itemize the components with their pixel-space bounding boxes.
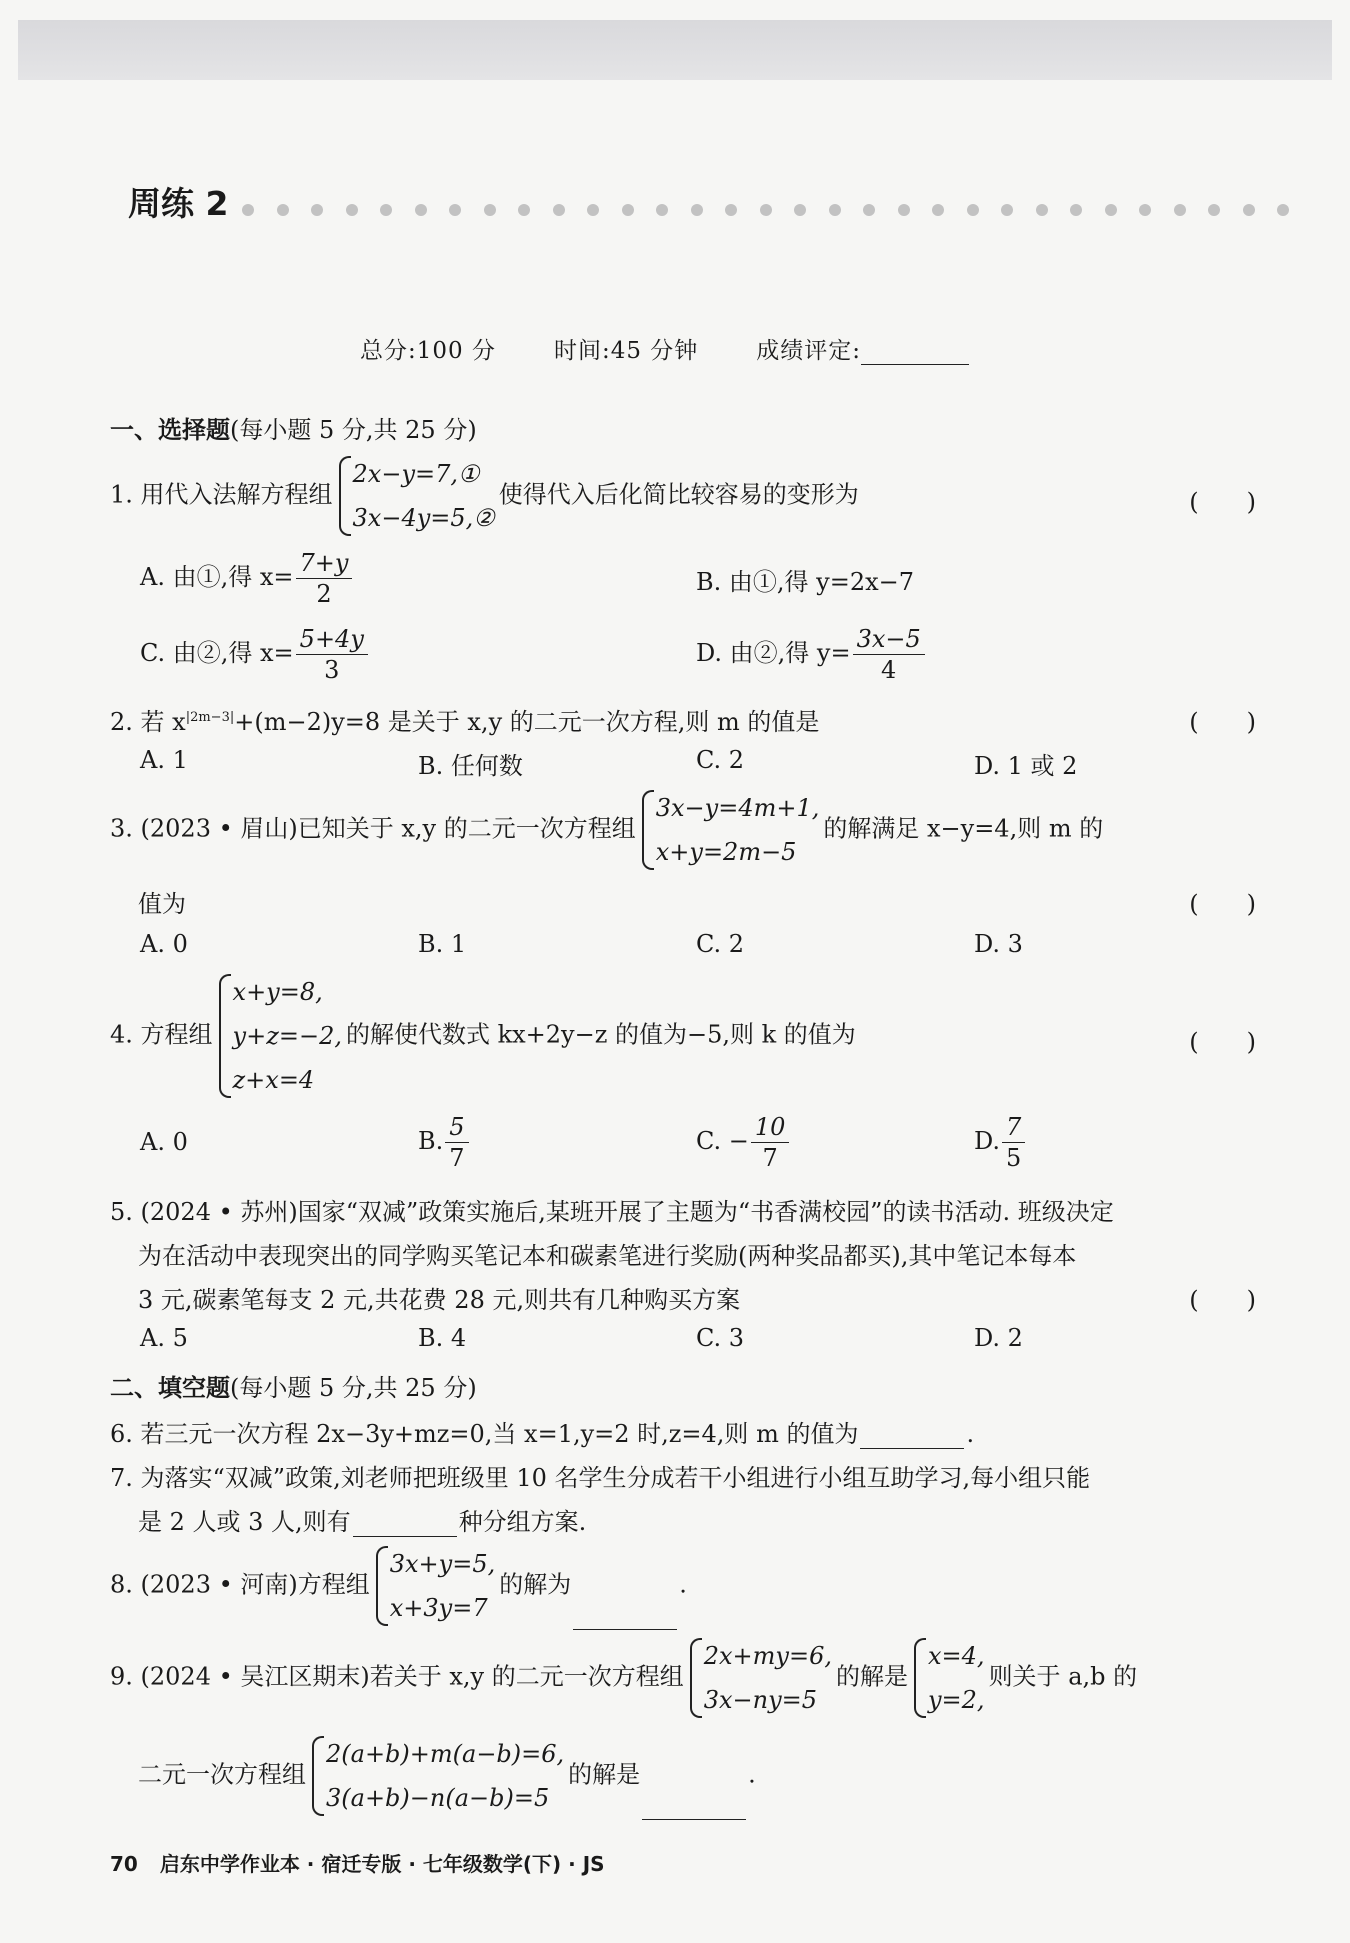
page-title: 周练 2: [128, 184, 229, 223]
decor-dot: [656, 204, 668, 216]
decor-dot: [967, 204, 979, 216]
footer-text: 启东中学作业本 · 宿迁专版 · 七年级数学(下) · JS: [159, 1852, 605, 1876]
question-9-cont: 二元一次方程组 2(a+b)+m(a−b)=6, 3(a+b)−n(a−b)=5 的解是 .: [138, 1732, 756, 1820]
q1-option-a: A. 由①,得 x= $\frac{7+y}{2}$: [140, 548, 354, 609]
section-fill: 二、填空题(每小题 5 分,共 25 分): [110, 1374, 477, 1402]
question-7-line2: 是 2 人或 3 人,则有 种分组方案.: [138, 1508, 587, 1536]
q2-option-d: D. 1 或 2: [974, 752, 1078, 780]
decor-dot: [1139, 204, 1151, 216]
answer-paren-2[interactable]: ( ): [1189, 708, 1256, 736]
q2-option-b: B. 任何数: [418, 752, 523, 780]
equation-system: 2x−y=7,① 3x−4y=5,②: [337, 452, 495, 540]
answer-paren-4[interactable]: ( ): [1189, 1028, 1256, 1056]
q1-option-d: D. 由②,得 y= $\frac{3x-5}{4}$: [696, 624, 927, 685]
section-choice: 一、选择题(每小题 5 分,共 25 分): [110, 416, 477, 444]
decor-dot: [1174, 204, 1186, 216]
decor-dot: [1243, 204, 1255, 216]
question-8: 8. (2023 • 河南)方程组 3x+y=5, x+3y=7 的解为 .: [110, 1542, 687, 1630]
time-limit: 时间:45 分钟: [553, 338, 699, 364]
decor-dot: [415, 204, 427, 216]
answer-paren-3[interactable]: ( ): [1189, 890, 1256, 918]
equation-system: 3x−y=4m+1, x+y=2m−5: [640, 786, 820, 874]
question-3: 3. (2023 • 眉山)已知关于 x,y 的二元一次方程组 3x−y=4m+1, x+y=2m−5 的解满足 x−y=4,则 m 的: [110, 786, 1103, 874]
answer-blank-6[interactable]: [860, 1424, 964, 1449]
decor-dot: [794, 204, 806, 216]
q3-option-c: C. 2: [696, 930, 745, 958]
q5-option-c: C. 3: [696, 1324, 745, 1352]
decor-dot: [380, 204, 392, 216]
grade-blank[interactable]: [861, 338, 969, 365]
q4-option-b: B. $\frac{5}{7}$: [418, 1112, 471, 1173]
decor-dot: [863, 204, 875, 216]
q3-option-d: D. 3: [974, 930, 1023, 958]
total-score: 总分:100 分: [360, 338, 496, 364]
question-7-line1: 7. 为落实“双减”政策,刘老师把班级里 10 名学生分成若干小组进行小组互助学习,每小组只能: [110, 1464, 1091, 1492]
decor-dot: [518, 204, 530, 216]
equation-system: 2(a+b)+m(a−b)=6, 3(a+b)−n(a−b)=5: [310, 1732, 564, 1820]
q4-option-c: C. − $\frac{10}{7}$: [696, 1112, 791, 1173]
answer-paren-5[interactable]: ( ): [1189, 1286, 1256, 1314]
answer-blank-7[interactable]: [353, 1512, 457, 1537]
decor-dot: [449, 204, 461, 216]
equation-system: 2x+my=6, 3x−ny=5: [688, 1634, 832, 1722]
q1-option-b: B. 由①,得 y=2x−7: [696, 568, 915, 596]
equation-system: 3x+y=5, x+3y=7: [374, 1542, 495, 1630]
top-band: [18, 20, 1332, 80]
decor-dot: [760, 204, 772, 216]
page-number: 70: [110, 1852, 138, 1876]
decor-dot: [725, 204, 737, 216]
decor-dot: [311, 204, 323, 216]
decor-dot: [691, 204, 703, 216]
decor-dot: [932, 204, 944, 216]
q2-option-c: C. 2: [696, 746, 745, 774]
decor-dot: [242, 204, 254, 216]
score-info: [360, 332, 969, 365]
decor-dot: [1208, 204, 1220, 216]
decor-dot: [1105, 204, 1117, 216]
answer-blank-9[interactable]: [642, 1795, 746, 1820]
question-5-line1: 5. (2024 • 苏州)国家“双减”政策实施后,某班开展了主题为“书香满校园”的读书活动. 班级决定: [110, 1198, 1114, 1226]
question-5-line2: 为在活动中表现突出的同学购买笔记本和碳素笔进行奖励(两种奖品都买),其中笔记本每本: [138, 1242, 1077, 1270]
decor-dot: [587, 204, 599, 216]
q5-option-b: B. 4: [418, 1324, 467, 1352]
decor-dot: [484, 204, 496, 216]
q3-option-b: B. 1: [418, 930, 467, 958]
q5-option-a: A. 5: [140, 1324, 188, 1352]
decor-dot: [277, 204, 289, 216]
q1-option-c: C. 由②,得 x= $\frac{5+4y}{3}$: [140, 624, 370, 685]
q4-option-a: A. 0: [140, 1128, 188, 1156]
decor-dot: [1070, 204, 1082, 216]
question-3-cont: 值为: [138, 890, 186, 918]
decor-dot: [346, 204, 358, 216]
grade-field: 成绩评定:: [756, 332, 969, 365]
decor-dot: [1036, 204, 1048, 216]
question-4: 4. 方程组 x+y=8, y+z=−2, z+x=4 的解使代数式 kx+2y−z 的值为−5,则 k 的值为: [110, 970, 856, 1102]
decor-dot: [1001, 204, 1013, 216]
q2-option-a: A. 1: [140, 746, 188, 774]
decor-dot: [553, 204, 565, 216]
question-6: 6. 若三元一次方程 2x−3y+mz=0,当 x=1,y=2 时,z=4,则 m 的值为 .: [110, 1420, 975, 1448]
solution-system: x=4, y=2,: [912, 1634, 985, 1722]
equation-system: x+y=8, y+z=−2, z+x=4: [217, 970, 342, 1102]
decor-dot: [898, 204, 910, 216]
question-5-line3: 3 元,碳素笔每支 2 元,共花费 28 元,则共有几种购买方案: [138, 1286, 741, 1314]
answer-paren-1[interactable]: ( ): [1189, 488, 1256, 516]
q4-option-d: D. $\frac{7}{5}$: [974, 1112, 1027, 1173]
question-9: 9. (2024 • 吴江区期末)若关于 x,y 的二元一次方程组 2x+my=6, 3x−ny=5 的解是 x=4, y=2, 则关于 a,b 的: [110, 1634, 1137, 1722]
decor-dot: [622, 204, 634, 216]
q3-option-a: A. 0: [140, 930, 188, 958]
answer-blank-8[interactable]: [573, 1605, 677, 1630]
q5-option-d: D. 2: [974, 1324, 1023, 1352]
page-footer: [110, 1848, 605, 1877]
question-1: 1. 用代入法解方程组 2x−y=7,① 3x−4y=5,② 使得代入后化简比较容易的变形为: [110, 452, 859, 540]
title-dots: [242, 204, 1322, 218]
decor-dot: [1277, 204, 1289, 216]
decor-dot: [829, 204, 841, 216]
question-2: 2. 若 $x^{|2m-3|}+(m-2)y=8$ 是关于 x,y 的二元一次方程,则 m 的值是: [110, 708, 820, 736]
